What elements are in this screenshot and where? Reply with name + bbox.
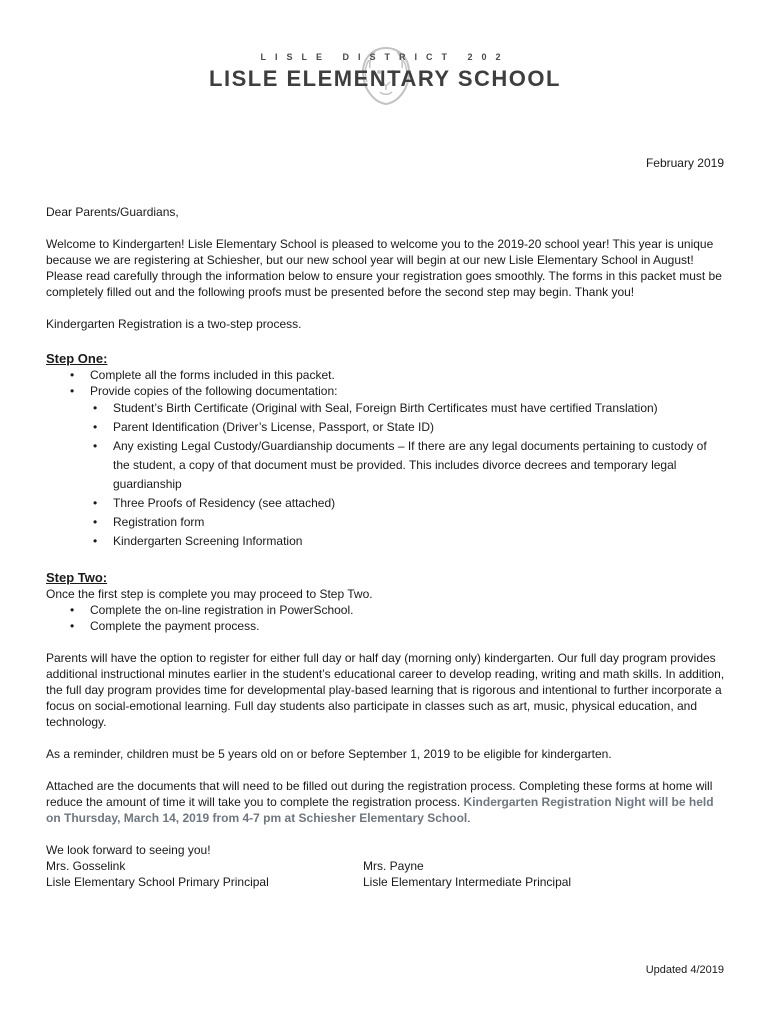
principal-name: Mrs. Gosselink <box>46 859 126 873</box>
signatures <box>46 858 726 890</box>
attached-paragraph <box>46 778 726 826</box>
list-item: • Complete all the forms included in this packet. <box>46 367 726 383</box>
intro-paragraph: Welcome to Kindergarten! Lisle Elementary School is pleased to welcome you to the 2019-20 school year! This year is unique because we are registering at Schiesher, but our new school year will begin at our new Lisle Elementary School in August! Please read carefully through the information below to ensure your registration goes smoothly. The forms in this packet must be completely filled out and the following proofs must be presented before the second step may begin. Thank you! <box>46 237 722 299</box>
signature-primary <box>46 858 363 890</box>
list-item: • Parent Identification (Driver’s License, Passport, or State ID) <box>46 418 726 437</box>
updated-date: Updated 4/2019 <box>645 964 724 976</box>
letter-body <box>46 204 726 890</box>
process-note: Kindergarten Registration is a two-step process. <box>46 317 302 331</box>
letter-date: February 2019 <box>645 156 724 170</box>
school-name: LISLE ELEMENTARY SCHOOL <box>209 66 561 91</box>
list-item: • Complete the payment process. <box>46 618 726 634</box>
principal-title: Lisle Elementary Intermediate Principal <box>363 875 572 889</box>
attached-end: . <box>467 811 471 825</box>
registration-night-notice: Kindergarten Registration Night will be held on Thursday, March 14, 2019 from 4-7 pm at Schiesher Elementary School <box>46 795 714 825</box>
signature-intermediate <box>363 858 680 890</box>
closing: We look forward to seeing you! <box>46 843 211 857</box>
step-two-heading: Step Two: <box>46 570 108 585</box>
list-item: • Complete the on-line registration in PowerSchool. <box>46 602 726 618</box>
documents-list <box>90 399 726 551</box>
principal-title: Lisle Elementary School Primary Principal <box>46 875 269 889</box>
letterhead <box>200 44 570 114</box>
list-item: • Kindergarten Screening Information <box>46 532 726 551</box>
attached-text: Attached are the documents that will need to be filled out during the registration process. Completing these forms at home will reduce the amount of time it will take you to complete the registration process. <box>46 779 713 809</box>
district-name: LISLE DISTRICT 202 <box>260 52 510 62</box>
list-item <box>46 383 726 551</box>
list-item: • Three Proofs of Residency (see attached) <box>46 494 726 513</box>
list-item-label: Provide copies of the following documentation: <box>90 384 338 398</box>
step-two-intro: Once the first step is complete you may proceed to Step Two. <box>46 587 373 601</box>
list-item: • Student’s Birth Certificate (Original with Seal, Foreign Birth Certificates must have certified Translation) <box>46 399 726 418</box>
step-one-heading: Step One: <box>46 351 108 366</box>
list-item: • Any existing Legal Custody/Guardianship documents – If there are any legal documents pertaining to custody of the student, a copy of that document must be provided. This includes divorce decrees and temporary legal guardianship <box>46 437 726 494</box>
principal-name: Mrs. Payne <box>363 859 424 873</box>
age-reminder: As a reminder, children must be 5 years old on or before September 1, 2019 to be eligible for kindergarten. <box>46 747 612 761</box>
step-one-list <box>46 367 726 551</box>
step-two-list <box>46 602 726 634</box>
list-item: • Registration form <box>46 513 726 532</box>
salutation: Dear Parents/Guardians, <box>46 205 179 219</box>
program-paragraph: Parents will have the option to register for either full day or half day (morning only) kindergarten. Our full day program provides additional instructional minutes earlier in the student’s educational career to develop reading, writing and math skills. In addition, the full day program provides time for developmental play-based learning that is rigorous and intentional to further incorporate a focus on social-emotional learning. Full day students also participate in classes such as art, music, physical education, and technology. <box>46 651 725 729</box>
